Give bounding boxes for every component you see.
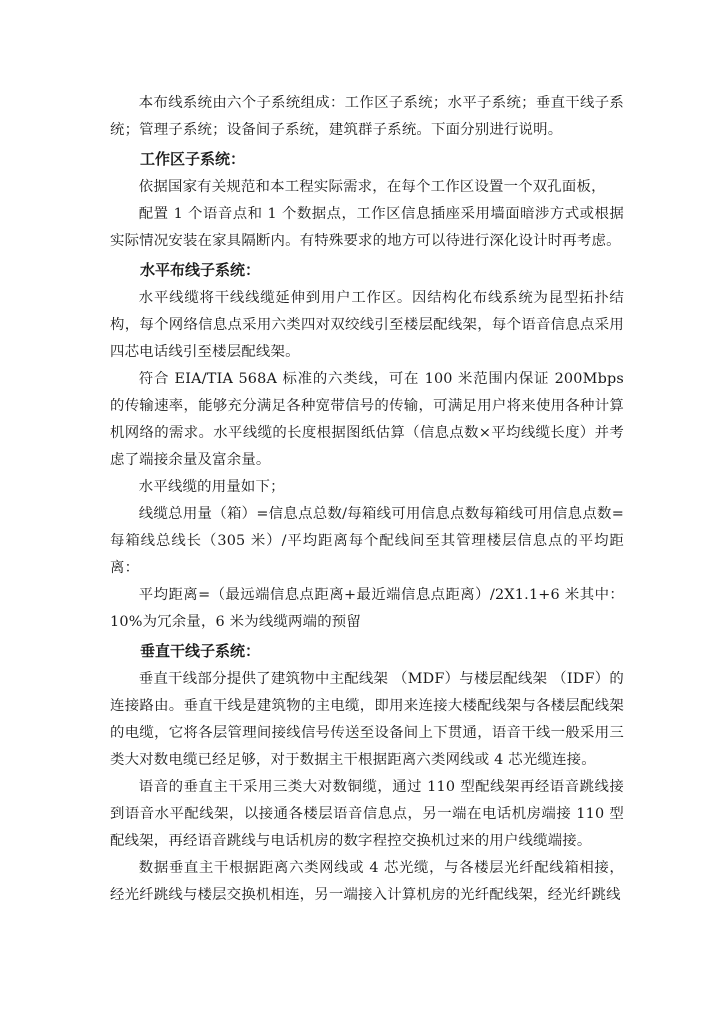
backbone-paragraph-1: 垂直干线部分提供了建筑物中主配线架 （MDF）与楼层配线架 （IDF）的连接路由。垂直干线是建筑物的主电缆，即用来连接大楼配线架与各楼层配线架的电缆，它将各层管理间接线信号传送至设备间上下贯通，语音干线一般采用三类大对数电缆已经足够，对于数据主干根据距离六类网线或 4 芯光缆连接。: [110, 671, 624, 768]
backbone-paragraph-2: 语音的垂直主干采用三类大对数铜缆，通过 110 型配线架再经语音跳线接到语音水平配线架，以接通各楼层语音信息点，另一端在电话机房端接 110 型配线架，再经语音跳线与电话机房的数字程控交换机过来的用户线缆端接。: [110, 779, 624, 849]
intro-paragraph: 本布线系统由六个子系统组成：工作区子系统；水平子系统；垂直干线子系统；管理子系统；设备间子系统，建筑群子系统。下面分别进行说明。: [110, 95, 624, 138]
horizontal-paragraph-4: 线缆总用量（箱）=信息点总数/每箱线可用信息点数每箱线可用信息点数=每箱线总线长（305 米）/平均距离每个配线间至其管理楼层信息点的平均距离：: [110, 506, 624, 576]
work-area-heading: 工作区子系统：: [140, 150, 246, 168]
work-area-paragraph-1: 依据国家有关规范和本工程实际需求，在每个工作区设置一个双孔面板，: [138, 179, 606, 195]
horizontal-paragraph-5: 平均距离=（最远端信息点距离+最近端信息点距离）/2X1.1+6 米其中：10%为冗余量，6 米为线缆两端的预留: [110, 587, 624, 630]
work-area-paragraph-2: 配置 1 个语音点和 1 个数据点，工作区信息插座采用墙面暗涉方式或根据实际情况安装在家具隔断内。有特殊要求的地方可以待进行深化设计时再考虑。: [110, 206, 624, 249]
horizontal-paragraph-3: 水平线缆的用量如下；: [138, 479, 285, 495]
backbone-paragraph-3: 数据垂直主干根据距离六类网线或 4 芯光缆，与各楼层光纤配线箱相接，经光纤跳线与楼层交换机相连，另一端接入计算机房的光纤配线架，经光纤跳线: [110, 860, 624, 903]
backbone-heading: 垂直干线子系统：: [140, 642, 261, 660]
horizontal-paragraph-1: 水平线缆将干线线缆延伸到用户工作区。因结构化布线系统为昆型拓扑结构，每个网络信息点采用六类四对双绞线引至楼层配线架，每个语音信息点采用四芯电话线引至楼层配线架。: [110, 290, 624, 360]
horizontal-paragraph-2: 符合 EIA/TIA 568A 标准的六类线，可在 100 米范围内保证 200Mbps 的传输速率，能够充分满足各种宽带信号的传输，可满足用户将来使用各种计算机网络的需求。水平线缆的长度根据图纸估算（信息点数×平均线缆长度）并考虑了端接余量及富余量。: [110, 371, 624, 468]
horizontal-heading: 水平布线子系统：: [140, 261, 261, 279]
